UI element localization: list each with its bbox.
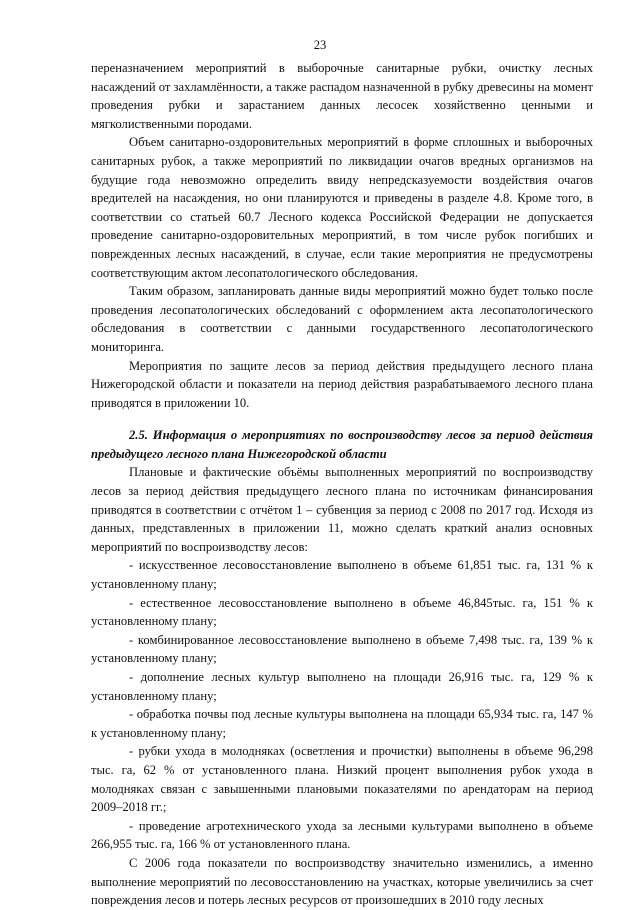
section-spacer xyxy=(91,412,593,426)
paragraph-sanitary-measures: Объем санитарно-оздоровительных мероприятий в форме сплошных и выборочных санитарных рубок, а также мероприятий по ликвидации очагов вредных организмов на будущие года невозможно определить ввиду непредсказуемости воздействия очагов вредителей на насаждения, но они планируются и приведены в разделе 4.8. Кроме того, в соответствии со статьей 60.7 Лесного кодекса Российской Федерации не допускается проведение санитарно-оздоровительных мероприятий, в том числе рубок погибших и поврежденных лесных насаждений, в случае, если такие мероприятия не предусмотрены соответствующим актом лесопатологического обследования. xyxy=(91,135,593,280)
list-item: - естественное лесовосстановление выполнено в объеме 46,845тыс. га, 151 % к установленному плану; xyxy=(91,595,593,629)
list-item: - искусственное лесовосстановление выполнено в объеме 61,851 тыс. га, 131 % к установленному плану; xyxy=(91,558,593,592)
paragraph-forest-protection: Мероприятия по защите лесов за период действия предыдущего лесного плана Нижегородской области и показатели на период действия разрабатываемого лесного плана приводятся в приложении 10. xyxy=(91,358,593,410)
list-item: - комбинированное лесовосстановление выполнено в объеме 7,498 тыс. га, 139 % к установленному плану; xyxy=(91,632,593,666)
page-number: 23 xyxy=(313,38,327,52)
list-item: - дополнение лесных культур выполнено на площади 26,916 тыс. га, 129 % к установленному плану; xyxy=(91,670,593,703)
paragraph-reproduction-intro: Плановые и фактические объёмы выполненных мероприятий по воспроизводству лесов за период действия предыдущего лесного плана по источникам финансирования приводятся в соответствии с отчётом 1 – субвенция за период с 2008 по 2017 год. Исходя из данных, представленных в приложении 11, можно сделать краткий анализ основных мероприятий по воспроизводству лесов: xyxy=(91,465,593,554)
document-body xyxy=(91,59,593,910)
paragraph-planning: Таким образом, запланировать данные виды мероприятий можно будет только после проведения лесопатологических обследований с оформлением акта лесопатологического обследования в соответствии с данными государственного лесопатологического мониторинга. xyxy=(91,284,593,354)
paragraph-continuation: переназначением мероприятий в выборочные санитарные рубки, очистку лесных насаждений от захламлённости, а также распадом назначенной в рубку древесины на момент проведения рубки и зарастанием данных лесосек хозяйственно ценными и мягколиственными породами. xyxy=(91,61,593,131)
list-item: - рубки ухода в молодняках (осветления и прочистки) выполнены в объеме 96,298 тыс. га, 62 % от установленного плана. Низкий процент выполнения рубок ухода в молодняках связан с завышенными плановыми показателями по арендаторам на период 2009–2018 гг.; xyxy=(91,744,593,815)
section-heading: 2.5. Информация о мероприятиях по воспроизводству лесов за период действия предыдущего лесного плана Нижегородской области xyxy=(91,428,593,461)
list-item: - проведение агротехнического ухода за лесными культурами выполнено в объеме 266,955 тыс. га, 166 % от установленного плана. xyxy=(91,818,593,852)
paragraph-since-2006: С 2006 года показатели по воспроизводству значительно изменились, а именно выполнение мероприятий по лесовосстановлению на участках, которые увеличились за счет повреждения лесов и потерь лесных ресурсов от произошедших в 2010 году лесных xyxy=(91,855,593,908)
list-item: - обработка почвы под лесные культуры выполнена на площади 65,934 тыс. га, 147 % к установленному плану; xyxy=(91,707,593,740)
